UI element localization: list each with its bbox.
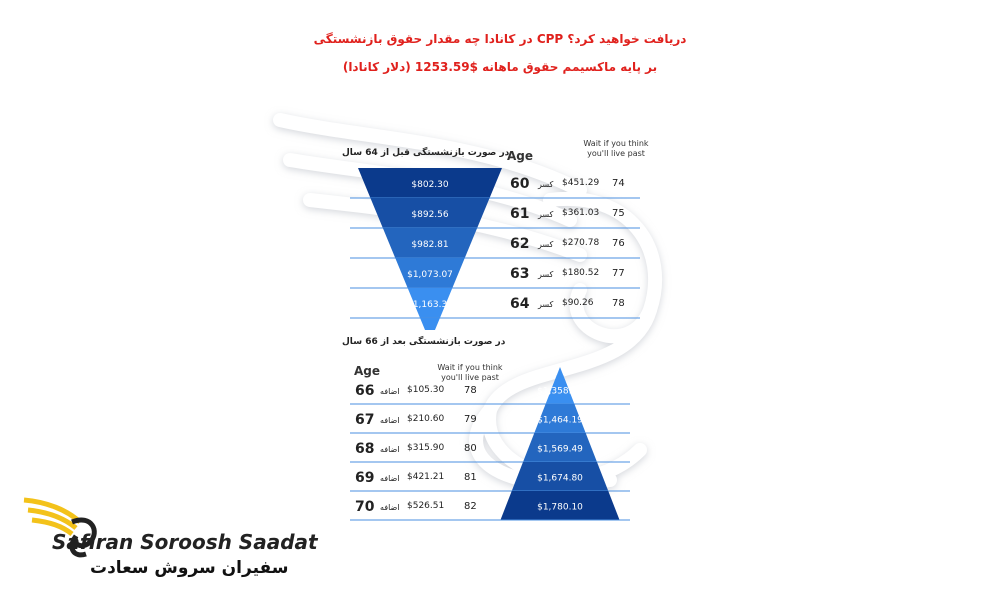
top-monthly-value: $802.30 — [411, 180, 449, 190]
top-row-adjustment: $90.26 — [562, 298, 594, 308]
top-wait-header-line1: Wait if you think — [583, 139, 649, 148]
bottom-row-live-past: 78 — [464, 385, 477, 396]
top-row-adjustment: $270.78 — [562, 238, 600, 248]
bottom-row-adjustment: $210.60 — [407, 414, 445, 424]
bottom-row-adjustment: $421.21 — [407, 472, 445, 482]
top-row-adjust-label: کسر — [538, 240, 554, 249]
bottom-monthly-value: $1,780.10 — [537, 502, 583, 513]
bottom-row-adjust-label: اضافه — [380, 445, 400, 454]
bottom-row-age: 66 — [355, 383, 375, 399]
top-row-age: 62 — [510, 236, 530, 252]
top-section-title: در صورت بازنشستگی قبل از 64 سال — [342, 148, 510, 158]
bottom-monthly-value: $1,358.89 — [537, 386, 583, 397]
bottom-row-adjust-label: اضافه — [380, 416, 400, 425]
top-wait-header-line2: you'll live past — [587, 149, 645, 158]
logo-name-en: Safiran Soroosh Saadat — [52, 530, 318, 554]
top-row-live-past: 76 — [612, 238, 625, 249]
top-wait-header — [576, 139, 656, 159]
bottom-row-adjust-label: اضافه — [380, 387, 400, 396]
bottom-row-live-past: 80 — [464, 443, 477, 454]
top-row-live-past: 74 — [612, 178, 625, 189]
bottom-age-header: Age — [354, 364, 381, 378]
top-row-adjust-label: کسر — [538, 210, 554, 219]
bottom-row-adjustment: $526.51 — [407, 501, 445, 511]
top-row-live-past: 78 — [612, 298, 625, 309]
top-row-age: 60 — [510, 176, 530, 192]
bottom-row-adjust-label: اضافه — [380, 503, 400, 512]
bottom-row-adjust-label: اضافه — [380, 474, 400, 483]
bottom-row-live-past: 82 — [464, 501, 477, 512]
bottom-row-age: 67 — [355, 412, 375, 428]
top-row-adjust-label: کسر — [538, 180, 554, 189]
top-monthly-value: $892.56 — [411, 210, 449, 220]
bottom-wait-header-line2: you'll live past — [441, 373, 499, 382]
top-row-adjust-label: کسر — [538, 270, 554, 279]
bottom-row-age: 70 — [355, 499, 375, 515]
chart-title: در کانادا چه مقدار حقوق بازنشستگی CPP دریافت خواهید کرد؟ — [313, 32, 687, 46]
bottom-row-age: 68 — [355, 441, 375, 457]
top-row-live-past: 77 — [612, 268, 625, 279]
top-row-adjustment: $451.29 — [562, 178, 600, 188]
top-row-adjustment: $361.03 — [562, 208, 600, 218]
top-row-age: 63 — [510, 266, 530, 282]
top-row-live-past: 75 — [612, 208, 625, 219]
bottom-monthly-value: $1,569.49 — [537, 444, 583, 455]
bottom-row-age: 69 — [355, 470, 375, 486]
top-row-adjust-label: کسر — [538, 300, 554, 309]
top-monthly-value: $1,163.33 — [407, 300, 453, 310]
bottom-row-adjustment: $315.90 — [407, 443, 445, 453]
bottom-row-live-past: 79 — [464, 414, 477, 425]
bottom-row-live-past: 81 — [464, 472, 477, 483]
top-funnel-tip — [420, 318, 440, 330]
top-row-age: 61 — [510, 206, 530, 222]
top-monthly-value: $1,073.07 — [407, 270, 453, 280]
bottom-monthly-value: $1,674.80 — [537, 473, 583, 484]
bottom-row-adjustment: $105.30 — [407, 385, 445, 395]
top-row-age: 64 — [510, 296, 530, 312]
bottom-wait-header-line1: Wait if you think — [437, 363, 503, 372]
top-row-adjustment: $180.52 — [562, 268, 600, 278]
bottom-section-title: در صورت بازنشستگی بعد از 66 سال — [342, 337, 506, 347]
top-monthly-value: $982.81 — [411, 240, 449, 250]
chart-subtitle: بر پایه ماکسیمم حقوق ماهانه $1253.59 (دلار کانادا) — [342, 60, 658, 74]
bottom-monthly-value: $1,464.19 — [537, 415, 583, 426]
top-age-header: Age — [507, 149, 534, 163]
logo-name-fa: سفیران سروش سعادت — [90, 558, 289, 578]
